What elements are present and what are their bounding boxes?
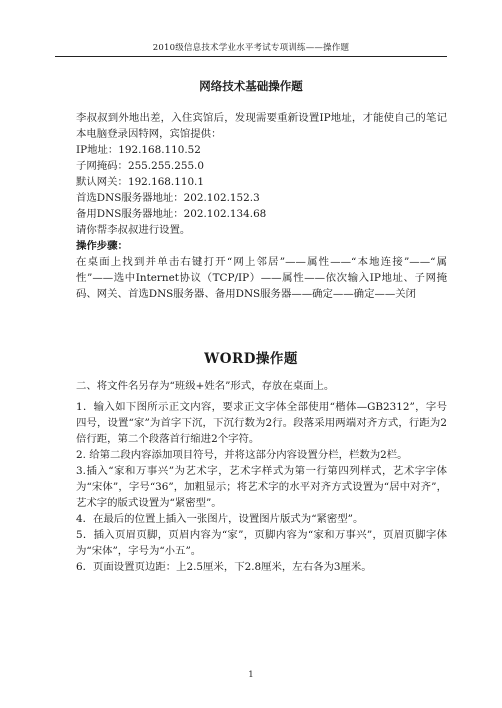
word-item-2: 2. 给第二段内容添加项目符号，并将这部分内容设置分栏，栏数为2栏。	[76, 449, 408, 461]
word-item-4: 4．在最后的位置上插入一张图片，设置图片版式为“紧密型”。	[76, 513, 364, 525]
word-item-3: 3.插入“家和万事兴”为艺术字，艺术字样式为第一行第四列样式，艺术字字体为“宋体”，字号“36”，加粗显示；将艺术字的水平对齐方式设置为“居中对齐”，艺术字的版式设置为“紧密型”。	[76, 465, 447, 509]
word-item-6: 6．页面设置页边距：上2.5厘米，下2.8厘米，左右各为3厘米。	[76, 561, 372, 573]
steps-label: 操作步骤：	[76, 240, 128, 252]
steps-paragraph: 在桌面上找到并单击右键打开“网上邻居”——属性——“本地连接”——“属性”——选中Internet协议（TCP/IP）——属性——依次输入IP地址、子网掩码、网关、首选DNS服务器、备用DNS服务器——确定——确定——关闭	[76, 256, 447, 300]
header-divider	[55, 56, 447, 57]
word-item-save: 二、将文件名另存为“班级+姓名”形式，存放在桌面上。	[76, 380, 335, 392]
setting-ip: IP地址：192.168.110.52	[76, 144, 201, 156]
word-item-1: 1．输入如下图所示正文内容，要求正文字体全部使用“楷体—GB2312”，字号四号，设置“家”为首字下沉，下沉行数为2行。段落采用两端对齐方式，行距为2倍行距，第二个段落首行缩进2个字符。	[76, 401, 447, 445]
setting-backup-dns: 备用DNS服务器地址：202.102.134.68	[76, 208, 267, 220]
word-section-title: WORD操作题	[204, 351, 298, 367]
word-item-5: 5．插入页眉页脚，页眉内容为“家”，页脚内容为“家和万事兴”，页眉页脚字体为“宋体”，字号为“小五”。	[76, 529, 447, 557]
setting-request: 请你帮李叔叔进行设置。	[76, 224, 191, 236]
intro-paragraph: 李叔叔到外地出差，入住宾馆后，发现需要重新设置IP地址，才能使自己的笔记本电脑登录因特网，宾馆提供：	[76, 112, 447, 140]
setting-primary-dns: 首选DNS服务器地址：202.102.152.3	[76, 192, 260, 204]
setting-subnet-mask: 子网掩码：255.255.255.0	[76, 160, 204, 172]
page-header: 2010级信息技术学业水平考试专项训练——操作题	[152, 43, 350, 53]
network-section-title: 网络技术基础操作题	[199, 79, 303, 93]
setting-gateway: 默认网关：192.168.110.1	[76, 176, 204, 188]
page-number: 1	[248, 670, 254, 680]
